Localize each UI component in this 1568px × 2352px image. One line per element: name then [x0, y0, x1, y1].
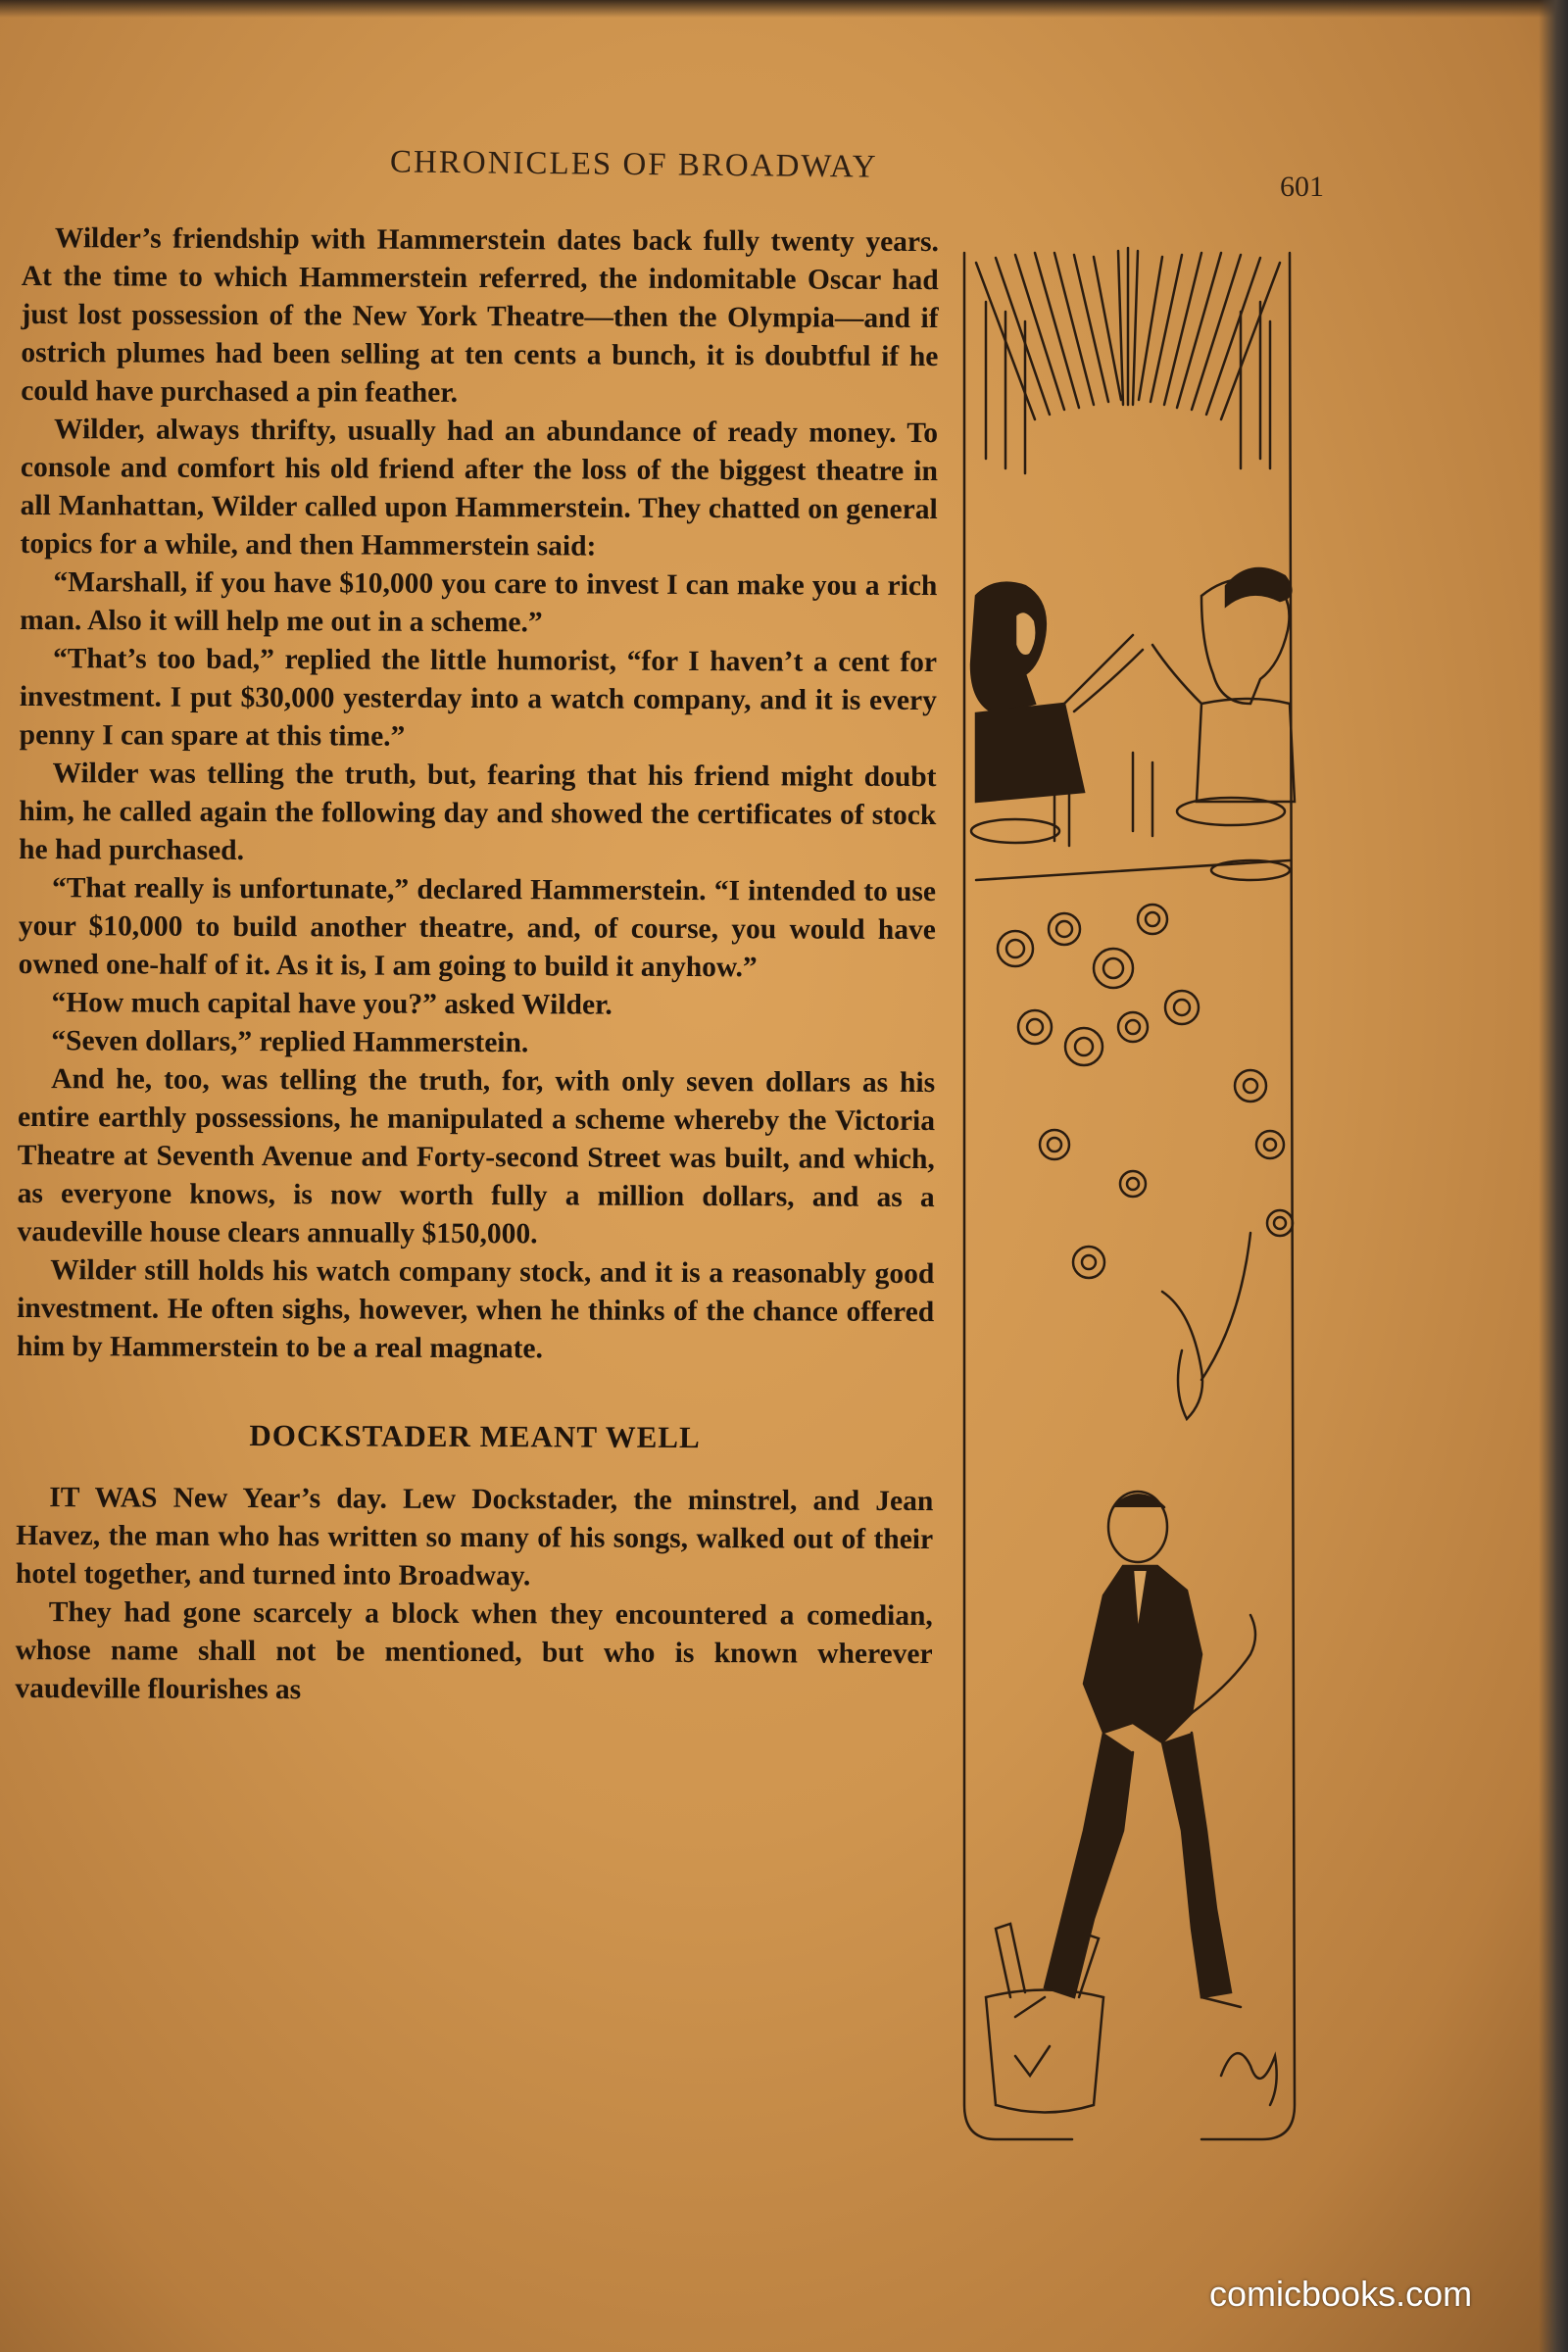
section-heading: DOCKSTADER MEANT WELL — [249, 1418, 701, 1455]
paragraph: Wilder, always thrifty, usually had an abundance of ready money. To console and comfort his old friend after the loss of the biggest theatre in all Manhattan, Wilder called upon Hammerstein. They chatted on general topics for a while, and then Hammerstein said: — [20, 414, 939, 563]
illustration — [956, 243, 1329, 2154]
paragraph: Wilder’s friendship with Hammerstein dates back fully twenty years. At the time to which Hammerstein referred, the indomitable Oscar had just lost possession of the New York Theatre—then the Olympia—and if ostrich plumes had been selling at ten cents a bunch, it is doubtful if he could have purchased a pin feather. — [21, 222, 939, 409]
chandelier-rays — [976, 248, 1280, 473]
illustration-border — [964, 253, 1072, 2139]
waiter-figure — [1015, 1492, 1255, 2017]
artist-signature — [1221, 2053, 1277, 2105]
book-spine-edge — [1539, 0, 1568, 2352]
paragraph: Wilder still holds his watch company stock, and it is a reasonably good investment. He often sighs, however, when he thinks of the chance offered him by Hammerstein to be a real magnate. — [16, 1254, 935, 1365]
falling-roses — [998, 905, 1293, 1419]
paragraph: Wilder was telling the truth, but, fearing that his friend might doubt him, he called again the following day and showed the certificates of stock he had purchased. — [19, 758, 937, 866]
paragraph: They had gone scarcely a block when they encountered a comedian, whose name shall not be mentioned, but who is known wherever vaudeville flourishes as — [15, 1596, 933, 1706]
page-number: 601 — [1280, 171, 1324, 203]
illustration-border — [1201, 253, 1295, 2139]
paragraph: “That’s too bad,” replied the little humorist, “for I haven’t a cent for investment. I put $30,000 yesterday into a watch company, and it is every penny I can spare at this time.” — [19, 643, 938, 753]
paragraph: “How much capital have you?” asked Wilder. — [51, 987, 612, 1021]
text-column — [15, 220, 939, 1712]
paragraph: “That really is unfortunate,” declared Hammerstein. “I intended to use your $10,000 to build another theatre, and, of course, you would have owned one-half of it. As it is, I am going to build it anyhow.” — [18, 872, 937, 984]
watermark-text: comicbooks.com — [1209, 2274, 1473, 2314]
paragraph: And he, too, was telling the truth, for, with only seven dollars as his entire earthly possessions, he manipulated a scheme whereby the Victoria Theatre at Seventh Avenue and Forty-second Street was built, and which, as everyone knows, is now worth fully a million dollars, and as a vaudeville house clears annually $150,000. — [17, 1063, 936, 1250]
paragraph: “Marshall, if you have $10,000 you care to invest I can make you a rich man. Also it will help me out in a scheme.” — [20, 566, 938, 639]
running-head: CHRONICLES OF BROADWAY — [389, 144, 878, 185]
page-top-shadow — [0, 0, 1568, 18]
paragraph: IT WAS New Year’s day. Lew Dockstader, the minstrel, and Jean Havez, the man who has written so many of his songs, walked out of their hotel together, and turned into Broadway. — [15, 1482, 934, 1592]
paragraph: “Seven dollars,” replied Hammerstein. — [51, 1025, 529, 1059]
